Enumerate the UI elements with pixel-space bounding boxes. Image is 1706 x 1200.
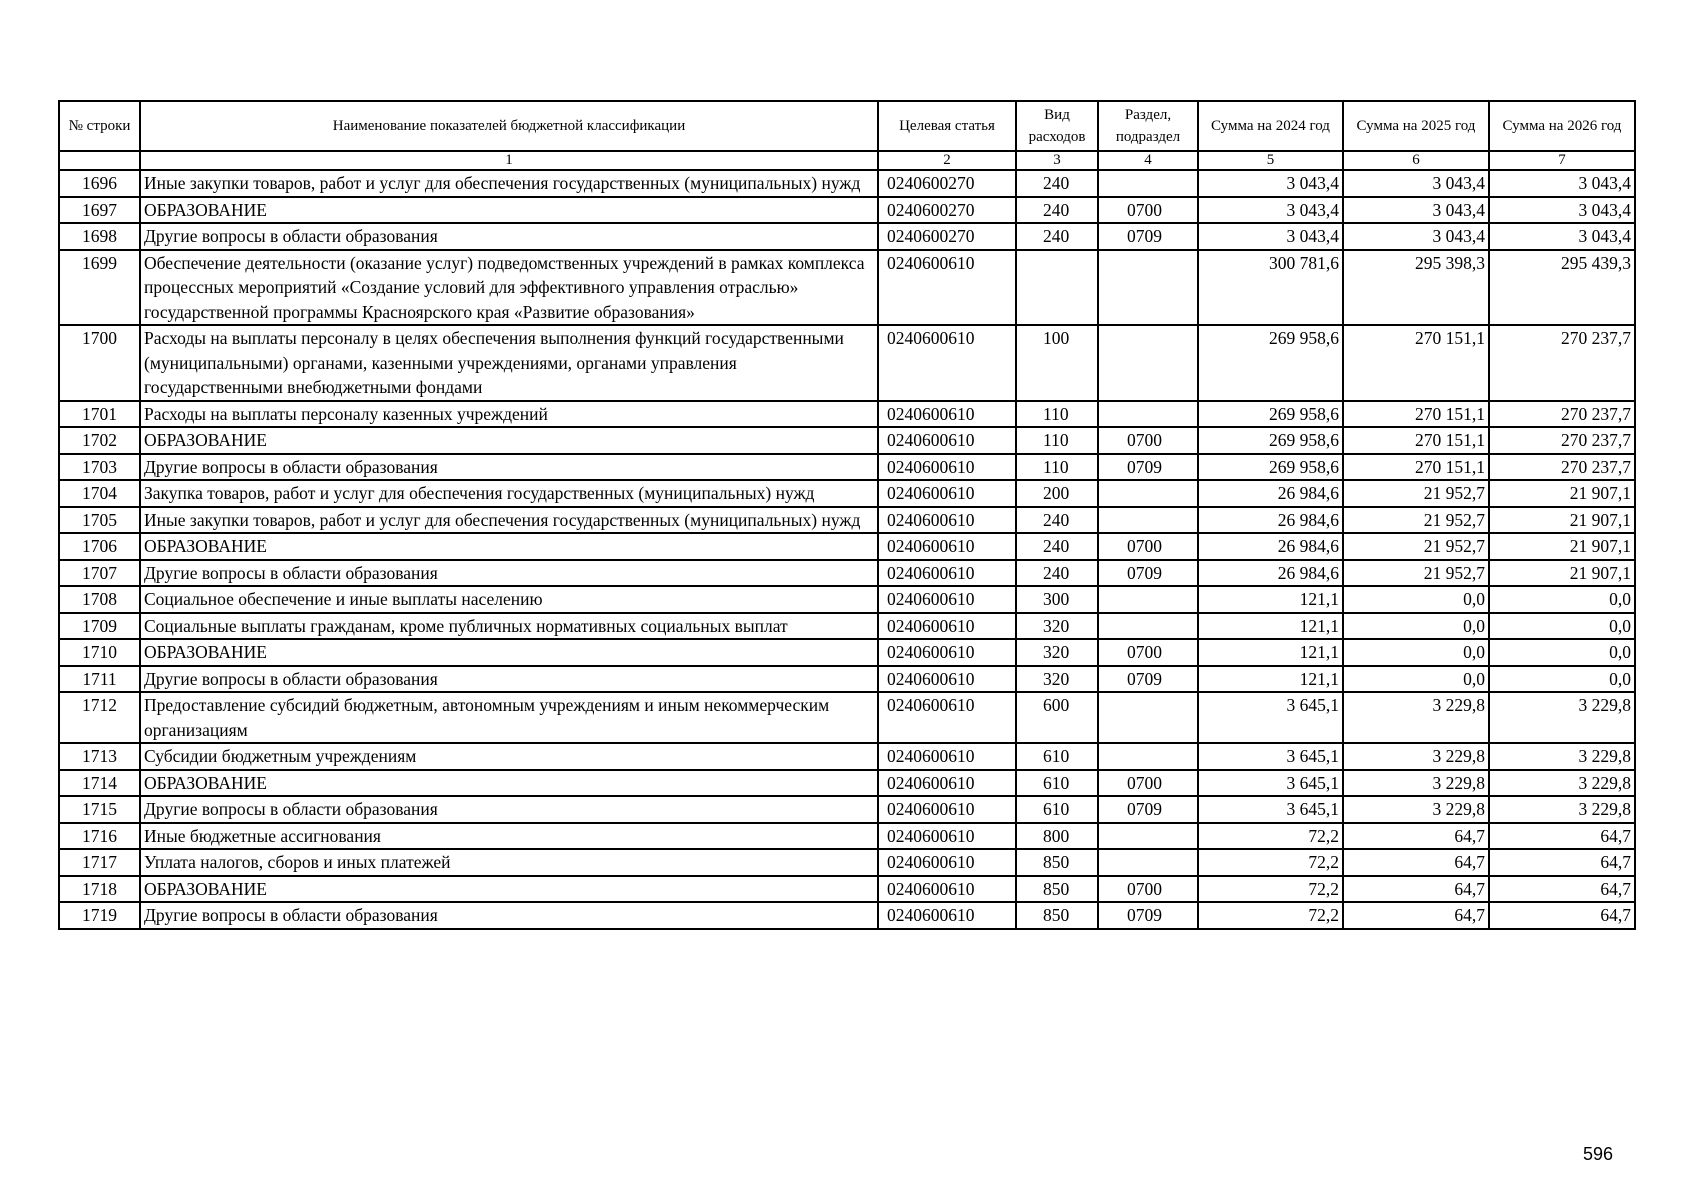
sum-2024-cell: 26 984,6 [1198,507,1343,534]
sum-2026-cell: 64,7 [1489,902,1635,929]
table-row [59,613,1635,640]
sum-2025-cell: 3 229,8 [1343,743,1489,770]
row-name-cell: Другие вопросы в области образования [140,560,878,587]
target-article-cell: 0240600610 [878,325,1016,401]
row-number-cell: 1701 [59,401,140,428]
row-name-cell: ОБРАЗОВАНИЕ [140,876,878,903]
sum-2024-cell: 26 984,6 [1198,533,1343,560]
target-article-cell: 0240600610 [878,560,1016,587]
row-name-cell: Субсидии бюджетным учреждениям [140,743,878,770]
section-cell: 0700 [1098,533,1198,560]
table-row [59,197,1635,224]
sum-2024-cell: 3 645,1 [1198,770,1343,797]
row-name-cell: Иные закупки товаров, работ и услуг для обеспечения государственных (муниципальных) нужд [140,507,878,534]
sum-2025-cell: 270 151,1 [1343,401,1489,428]
target-article-cell: 0240600610 [878,692,1016,743]
expense-type-cell: 850 [1016,902,1098,929]
table-row [59,823,1635,850]
sum-2024-cell: 269 958,6 [1198,454,1343,481]
sum-2024-cell: 121,1 [1198,666,1343,693]
sum-2025-cell: 0,0 [1343,586,1489,613]
row-number-cell: 1700 [59,325,140,401]
expense-type-cell: 110 [1016,401,1098,428]
target-article-cell: 0240600270 [878,170,1016,197]
row-name-cell: Социальное обеспечение и иные выплаты населению [140,586,878,613]
section-cell [1098,170,1198,197]
section-cell [1098,507,1198,534]
sum-2026-cell: 270 237,7 [1489,325,1635,401]
section-cell [1098,743,1198,770]
sum-2024-cell: 3 043,4 [1198,170,1343,197]
column-number: 6 [1343,151,1489,170]
sum-2025-cell: 270 151,1 [1343,427,1489,454]
expense-type-cell: 240 [1016,560,1098,587]
sum-2025-cell: 3 043,4 [1343,170,1489,197]
expense-type-cell [1016,250,1098,326]
target-article-cell: 0240600270 [878,223,1016,250]
sum-2024-cell: 300 781,6 [1198,250,1343,326]
row-name-cell: ОБРАЗОВАНИЕ [140,197,878,224]
expense-type-cell: 320 [1016,613,1098,640]
table-row [59,454,1635,481]
table-row [59,401,1635,428]
sum-2024-cell: 3 645,1 [1198,796,1343,823]
table-row [59,170,1635,197]
target-article-cell: 0240600610 [878,401,1016,428]
table-row [59,507,1635,534]
row-name-cell: Другие вопросы в области образования [140,796,878,823]
section-cell: 0700 [1098,876,1198,903]
row-number-cell: 1714 [59,770,140,797]
sum-2026-cell: 3 043,4 [1489,170,1635,197]
target-article-cell: 0240600610 [878,666,1016,693]
expense-type-cell: 110 [1016,454,1098,481]
row-number-cell: 1710 [59,639,140,666]
row-name-cell: Другие вопросы в области образования [140,223,878,250]
sum-2024-cell: 72,2 [1198,849,1343,876]
sum-2026-cell: 270 237,7 [1489,401,1635,428]
expense-type-cell: 320 [1016,666,1098,693]
expense-type-cell: 240 [1016,507,1098,534]
row-name-cell: ОБРАЗОВАНИЕ [140,639,878,666]
sum-2024-cell: 3 043,4 [1198,197,1343,224]
target-article-cell: 0240600610 [878,823,1016,850]
section-cell: 0700 [1098,639,1198,666]
row-number-cell: 1702 [59,427,140,454]
target-article-cell: 0240600610 [878,639,1016,666]
target-article-cell: 0240600610 [878,480,1016,507]
sum-2025-cell: 21 952,7 [1343,480,1489,507]
table-row [59,743,1635,770]
expense-type-cell: 610 [1016,796,1098,823]
row-name-cell: Предоставление субсидий бюджетным, автономным учреждениям и иным некоммерческим организациям [140,692,878,743]
expense-type-cell: 850 [1016,876,1098,903]
target-article-cell: 0240600610 [878,902,1016,929]
target-article-cell: 0240600610 [878,250,1016,326]
table-row [59,902,1635,929]
target-article-cell: 0240600270 [878,197,1016,224]
table-row [59,796,1635,823]
sum-2026-cell: 295 439,3 [1489,250,1635,326]
section-cell [1098,250,1198,326]
sum-2026-cell: 3 229,8 [1489,743,1635,770]
column-number-blank [59,151,140,170]
table-row [59,560,1635,587]
sum-2025-cell: 21 952,7 [1343,533,1489,560]
target-article-cell: 0240600610 [878,770,1016,797]
sum-2024-cell: 3 645,1 [1198,692,1343,743]
table-row [59,639,1635,666]
sum-2026-cell: 21 907,1 [1489,480,1635,507]
row-number-cell: 1704 [59,480,140,507]
sum-2024-cell: 72,2 [1198,876,1343,903]
sum-2024-cell: 269 958,6 [1198,325,1343,401]
target-article-cell: 0240600610 [878,533,1016,560]
header-sum-2026: Сумма на 2026 год [1489,101,1635,151]
page-number: 596 [1583,1144,1614,1164]
table-row [59,250,1635,326]
table-row [59,692,1635,743]
row-number-cell: 1715 [59,796,140,823]
sum-2024-cell: 269 958,6 [1198,427,1343,454]
target-article-cell: 0240600610 [878,507,1016,534]
row-name-cell: ОБРАЗОВАНИЕ [140,427,878,454]
sum-2026-cell: 0,0 [1489,613,1635,640]
row-number-cell: 1703 [59,454,140,481]
target-article-cell: 0240600610 [878,849,1016,876]
row-number-cell: 1706 [59,533,140,560]
section-cell [1098,823,1198,850]
sum-2024-cell: 72,2 [1198,902,1343,929]
section-cell [1098,613,1198,640]
column-number: 2 [878,151,1016,170]
header-name: Наименование показателей бюджетной классификации [140,101,878,151]
table-row [59,770,1635,797]
row-number-cell: 1709 [59,613,140,640]
expense-type-cell: 850 [1016,849,1098,876]
column-number: 3 [1016,151,1098,170]
row-name-cell: Расходы на выплаты персоналу в целях обеспечения выполнения функций государственными (муниципальными) органами, казенными учреждениями, органами управления государственными внебюджетными фондами [140,325,878,401]
row-name-cell: Расходы на выплаты персоналу казенных учреждений [140,401,878,428]
header-row [59,101,1635,151]
sum-2026-cell: 270 237,7 [1489,427,1635,454]
sum-2025-cell: 0,0 [1343,613,1489,640]
section-cell [1098,586,1198,613]
sum-2026-cell: 0,0 [1489,666,1635,693]
row-number-cell: 1697 [59,197,140,224]
sum-2024-cell: 269 958,6 [1198,401,1343,428]
sum-2025-cell: 3 043,4 [1343,223,1489,250]
header-vid: Вид расходов [1016,101,1098,151]
row-name-cell: ОБРАЗОВАНИЕ [140,770,878,797]
sum-2025-cell: 64,7 [1343,823,1489,850]
table-row [59,586,1635,613]
sum-2026-cell: 64,7 [1489,876,1635,903]
table-row [59,325,1635,401]
section-cell: 0709 [1098,796,1198,823]
row-number-cell: 1705 [59,507,140,534]
expense-type-cell: 610 [1016,743,1098,770]
section-cell: 0709 [1098,223,1198,250]
sum-2026-cell: 21 907,1 [1489,507,1635,534]
header-sum-2025: Сумма на 2025 год [1343,101,1489,151]
sum-2025-cell: 3 043,4 [1343,197,1489,224]
row-name-cell: Обеспечение деятельности (оказание услуг) подведомственных учреждений в рамках комплекса процессных мероприятий «Создание условий для эффективного управления отраслью» государственной программы Красноярского края «Развитие образования» [140,250,878,326]
sum-2025-cell: 64,7 [1343,902,1489,929]
section-cell [1098,692,1198,743]
row-number-cell: 1708 [59,586,140,613]
sum-2024-cell: 72,2 [1198,823,1343,850]
row-number-cell: 1716 [59,823,140,850]
expense-type-cell: 240 [1016,223,1098,250]
row-name-cell: Иные бюджетные ассигнования [140,823,878,850]
expense-type-cell: 100 [1016,325,1098,401]
sum-2025-cell: 3 229,8 [1343,796,1489,823]
row-number-cell: 1696 [59,170,140,197]
expense-type-cell: 600 [1016,692,1098,743]
expense-type-cell: 240 [1016,170,1098,197]
column-number: 1 [140,151,878,170]
row-name-cell: Закупка товаров, работ и услуг для обеспечения государственных (муниципальных) нужд [140,480,878,507]
sum-2025-cell: 21 952,7 [1343,560,1489,587]
row-name-cell: Иные закупки товаров, работ и услуг для обеспечения государственных (муниципальных) нужд [140,170,878,197]
sum-2024-cell: 121,1 [1198,613,1343,640]
column-number: 4 [1098,151,1198,170]
sum-2026-cell: 3 229,8 [1489,692,1635,743]
sum-2025-cell: 0,0 [1343,666,1489,693]
table-row [59,849,1635,876]
table-row [59,480,1635,507]
row-number-cell: 1717 [59,849,140,876]
target-article-cell: 0240600610 [878,876,1016,903]
table-row [59,666,1635,693]
expense-type-cell: 610 [1016,770,1098,797]
sum-2026-cell: 3 043,4 [1489,197,1635,224]
section-cell [1098,849,1198,876]
row-name-cell: ОБРАЗОВАНИЕ [140,533,878,560]
section-cell: 0700 [1098,770,1198,797]
row-number-cell: 1719 [59,902,140,929]
sum-2026-cell: 21 907,1 [1489,560,1635,587]
expense-type-cell: 300 [1016,586,1098,613]
column-number: 5 [1198,151,1343,170]
sum-2025-cell: 270 151,1 [1343,325,1489,401]
header-target: Целевая статья [878,101,1016,151]
row-number-cell: 1711 [59,666,140,693]
sum-2024-cell: 121,1 [1198,586,1343,613]
row-name-cell: Социальные выплаты гражданам, кроме публичных нормативных социальных выплат [140,613,878,640]
section-cell [1098,401,1198,428]
header-sum-2024: Сумма на 2024 год [1198,101,1343,151]
sum-2025-cell: 295 398,3 [1343,250,1489,326]
target-article-cell: 0240600610 [878,586,1016,613]
row-name-cell: Другие вопросы в области образования [140,666,878,693]
sum-2026-cell: 21 907,1 [1489,533,1635,560]
target-article-cell: 0240600610 [878,796,1016,823]
sum-2024-cell: 3 043,4 [1198,223,1343,250]
sum-2026-cell: 0,0 [1489,586,1635,613]
budget-table [58,100,1636,930]
section-cell [1098,325,1198,401]
sum-2026-cell: 3 229,8 [1489,770,1635,797]
table-row [59,876,1635,903]
sum-2025-cell: 3 229,8 [1343,770,1489,797]
expense-type-cell: 110 [1016,427,1098,454]
sum-2024-cell: 26 984,6 [1198,560,1343,587]
row-number-cell: 1699 [59,250,140,326]
target-article-cell: 0240600610 [878,427,1016,454]
section-cell: 0709 [1098,560,1198,587]
target-article-cell: 0240600610 [878,454,1016,481]
expense-type-cell: 240 [1016,533,1098,560]
section-cell: 0709 [1098,454,1198,481]
table-row [59,223,1635,250]
section-cell: 0700 [1098,427,1198,454]
row-number-cell: 1698 [59,223,140,250]
row-name-cell: Другие вопросы в области образования [140,902,878,929]
row-name-cell: Другие вопросы в области образования [140,454,878,481]
sum-2025-cell: 64,7 [1343,849,1489,876]
table-row [59,427,1635,454]
header-razdel: Раздел, подраздел [1098,101,1198,151]
section-cell: 0700 [1098,197,1198,224]
sum-2026-cell: 3 043,4 [1489,223,1635,250]
target-article-cell: 0240600610 [878,613,1016,640]
sum-2026-cell: 64,7 [1489,849,1635,876]
sum-2026-cell: 0,0 [1489,639,1635,666]
row-number-cell: 1712 [59,692,140,743]
column-number: 7 [1489,151,1635,170]
expense-type-cell: 320 [1016,639,1098,666]
row-number-cell: 1707 [59,560,140,587]
section-cell: 0709 [1098,902,1198,929]
target-article-cell: 0240600610 [878,743,1016,770]
sum-2025-cell: 270 151,1 [1343,454,1489,481]
sum-2026-cell: 270 237,7 [1489,454,1635,481]
expense-type-cell: 200 [1016,480,1098,507]
sum-2024-cell: 3 645,1 [1198,743,1343,770]
header-row-no: № строки [59,101,140,151]
sum-2025-cell: 3 229,8 [1343,692,1489,743]
expense-type-cell: 240 [1016,197,1098,224]
table-row [59,533,1635,560]
sum-2026-cell: 64,7 [1489,823,1635,850]
expense-type-cell: 800 [1016,823,1098,850]
row-number-cell: 1718 [59,876,140,903]
sum-2024-cell: 26 984,6 [1198,480,1343,507]
row-name-cell: Уплата налогов, сборов и иных платежей [140,849,878,876]
column-number-row [59,151,1635,170]
sum-2026-cell: 3 229,8 [1489,796,1635,823]
sum-2024-cell: 121,1 [1198,639,1343,666]
section-cell: 0709 [1098,666,1198,693]
sum-2025-cell: 21 952,7 [1343,507,1489,534]
section-cell [1098,480,1198,507]
sum-2025-cell: 64,7 [1343,876,1489,903]
row-number-cell: 1713 [59,743,140,770]
sum-2025-cell: 0,0 [1343,639,1489,666]
